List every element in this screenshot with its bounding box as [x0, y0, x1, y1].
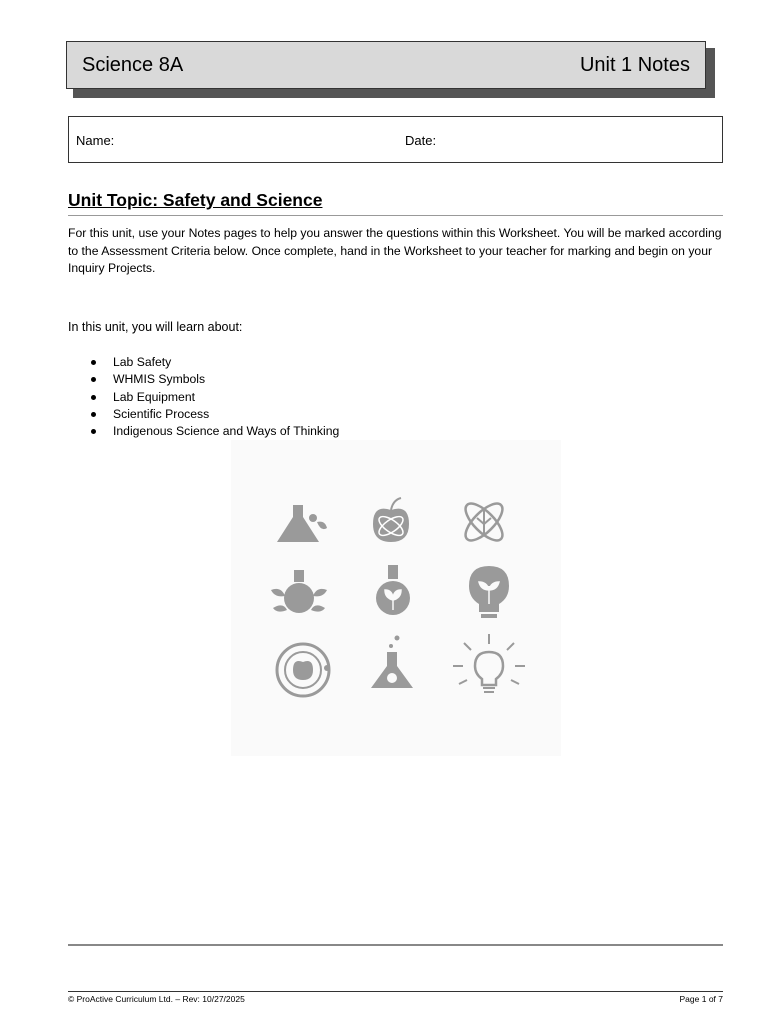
heading-divider: [68, 215, 723, 216]
course-title: Science 8A: [82, 53, 184, 76]
science-icons-illustration: [231, 440, 561, 756]
name-date-box: [68, 116, 723, 163]
lightbulb-plant-icon: [469, 566, 509, 618]
atom-leaf-icon: [460, 498, 508, 546]
footer-divider: [68, 944, 723, 946]
list-item: Lab Safety: [68, 354, 339, 371]
flask-leaf-icon: [277, 505, 327, 542]
flask-apple-icon: [371, 636, 413, 689]
flask-leaves-icon: [271, 570, 327, 613]
lightbulb-icon: [453, 634, 525, 692]
footer-copyright: © ProActive Curriculum Ltd. – Rev: 10/27/2025: [68, 994, 245, 1004]
flask-sprout-icon: [376, 565, 410, 615]
date-label: Date:: [405, 133, 437, 148]
learn-intro: In this unit, you will learn about:: [68, 320, 243, 334]
page-number: Page 1 of 7: [679, 994, 723, 1004]
learning-topics-list: [68, 354, 339, 440]
list-item: Lab Equipment: [68, 389, 339, 406]
intro-paragraph: For this unit, use your Notes pages to help you answer the questions within this Worksheet. You will be marked according to the Assessment Criteria below. Once complete, hand in the Worksheet to your teacher for marking and begin on your Inquiry Projects.: [68, 226, 722, 275]
footer-line: [68, 991, 723, 992]
document-header: [66, 41, 706, 89]
list-item: Indigenous Science and Ways of Thinking: [68, 423, 339, 440]
name-label: Name:: [76, 133, 115, 148]
apple-orbit-icon: [277, 644, 330, 696]
list-item: Scientific Process: [68, 406, 339, 423]
list-item: WHMIS Symbols: [68, 371, 339, 388]
unit-topic-heading: Unit Topic: Safety and Science: [68, 190, 323, 210]
unit-title: Unit 1 Notes: [579, 53, 690, 76]
apple-atom-icon: [373, 498, 409, 542]
